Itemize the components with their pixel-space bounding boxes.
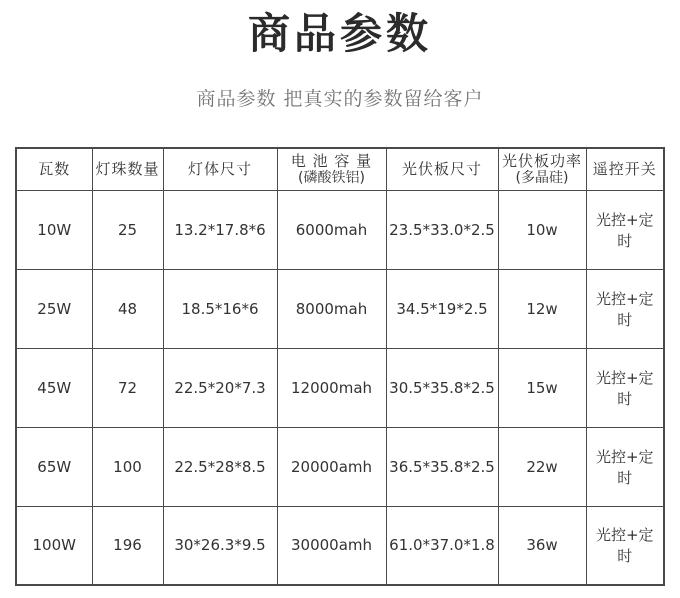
table-cell: 12w bbox=[498, 269, 586, 348]
table-cell: 25 bbox=[92, 190, 163, 269]
table-cell: 光控+定时 bbox=[586, 269, 664, 348]
table-cell: 100W bbox=[16, 506, 92, 585]
table-cell: 36.5*35.8*2.5 bbox=[386, 427, 498, 506]
table-cell: 18.5*16*6 bbox=[163, 269, 277, 348]
column-header-line2: (磷酸铁铝) bbox=[298, 169, 365, 186]
table-cell: 10W bbox=[16, 190, 92, 269]
table-cell: 72 bbox=[92, 348, 163, 427]
column-header bbox=[277, 148, 386, 190]
page-title: 商品参数 bbox=[247, 9, 432, 58]
table-cell: 23.5*33.0*2.5 bbox=[386, 190, 498, 269]
column-header-line1: 光伏板功率 bbox=[501, 151, 582, 170]
table-cell: 6000mah bbox=[277, 190, 386, 269]
column-header bbox=[92, 148, 163, 190]
table-cell: 12000mah bbox=[277, 348, 386, 427]
table-cell: 100 bbox=[92, 427, 163, 506]
page-subtitle: 商品参数 把真实的参数留给客户 bbox=[196, 88, 484, 111]
table-cell: 10w bbox=[498, 190, 586, 269]
header-row bbox=[16, 148, 664, 190]
column-header bbox=[16, 148, 92, 190]
column-header-line1: 电 池 容 量 bbox=[290, 151, 373, 170]
spec-table-header bbox=[16, 148, 664, 190]
table-cell: 20000amh bbox=[277, 427, 386, 506]
table-cell: 光控+定时 bbox=[586, 506, 664, 585]
column-header-line1: 瓦数 bbox=[38, 160, 71, 179]
table-cell: 光控+定时 bbox=[586, 427, 664, 506]
table-row bbox=[16, 348, 664, 427]
table-cell: 光控+定时 bbox=[586, 190, 664, 269]
table-cell: 30*26.3*9.5 bbox=[163, 506, 277, 585]
column-header bbox=[498, 148, 586, 190]
column-header-line1: 遥控开关 bbox=[592, 160, 657, 179]
column-header-line1: 灯体尺寸 bbox=[187, 160, 252, 179]
table-cell: 48 bbox=[92, 269, 163, 348]
table-cell: 8000mah bbox=[277, 269, 386, 348]
table-row bbox=[16, 427, 664, 506]
table-cell: 22.5*28*8.5 bbox=[163, 427, 277, 506]
table-cell: 25W bbox=[16, 269, 92, 348]
table-row bbox=[16, 269, 664, 348]
table-row bbox=[16, 506, 664, 585]
table-cell: 13.2*17.8*6 bbox=[163, 190, 277, 269]
table-row bbox=[16, 190, 664, 269]
table-cell: 22w bbox=[498, 427, 586, 506]
column-header bbox=[586, 148, 664, 190]
table-cell: 34.5*19*2.5 bbox=[386, 269, 498, 348]
table-cell: 22.5*20*7.3 bbox=[163, 348, 277, 427]
column-header bbox=[163, 148, 277, 190]
table-cell: 36w bbox=[498, 506, 586, 585]
column-header bbox=[386, 148, 498, 190]
table-cell: 61.0*37.0*1.8 bbox=[386, 506, 498, 585]
table-cell: 65W bbox=[16, 427, 92, 506]
column-header-line2: (多晶硅) bbox=[515, 169, 569, 186]
spec-table bbox=[15, 147, 665, 586]
table-cell: 光控+定时 bbox=[586, 348, 664, 427]
table-cell: 15w bbox=[498, 348, 586, 427]
table-cell: 30000amh bbox=[277, 506, 386, 585]
column-header-line1: 光伏板尺寸 bbox=[401, 160, 482, 179]
table-cell: 196 bbox=[92, 506, 163, 585]
table-cell: 30.5*35.8*2.5 bbox=[386, 348, 498, 427]
table-cell: 45W bbox=[16, 348, 92, 427]
spec-table-body bbox=[16, 190, 664, 585]
column-header-line1: 灯珠数量 bbox=[95, 160, 160, 179]
